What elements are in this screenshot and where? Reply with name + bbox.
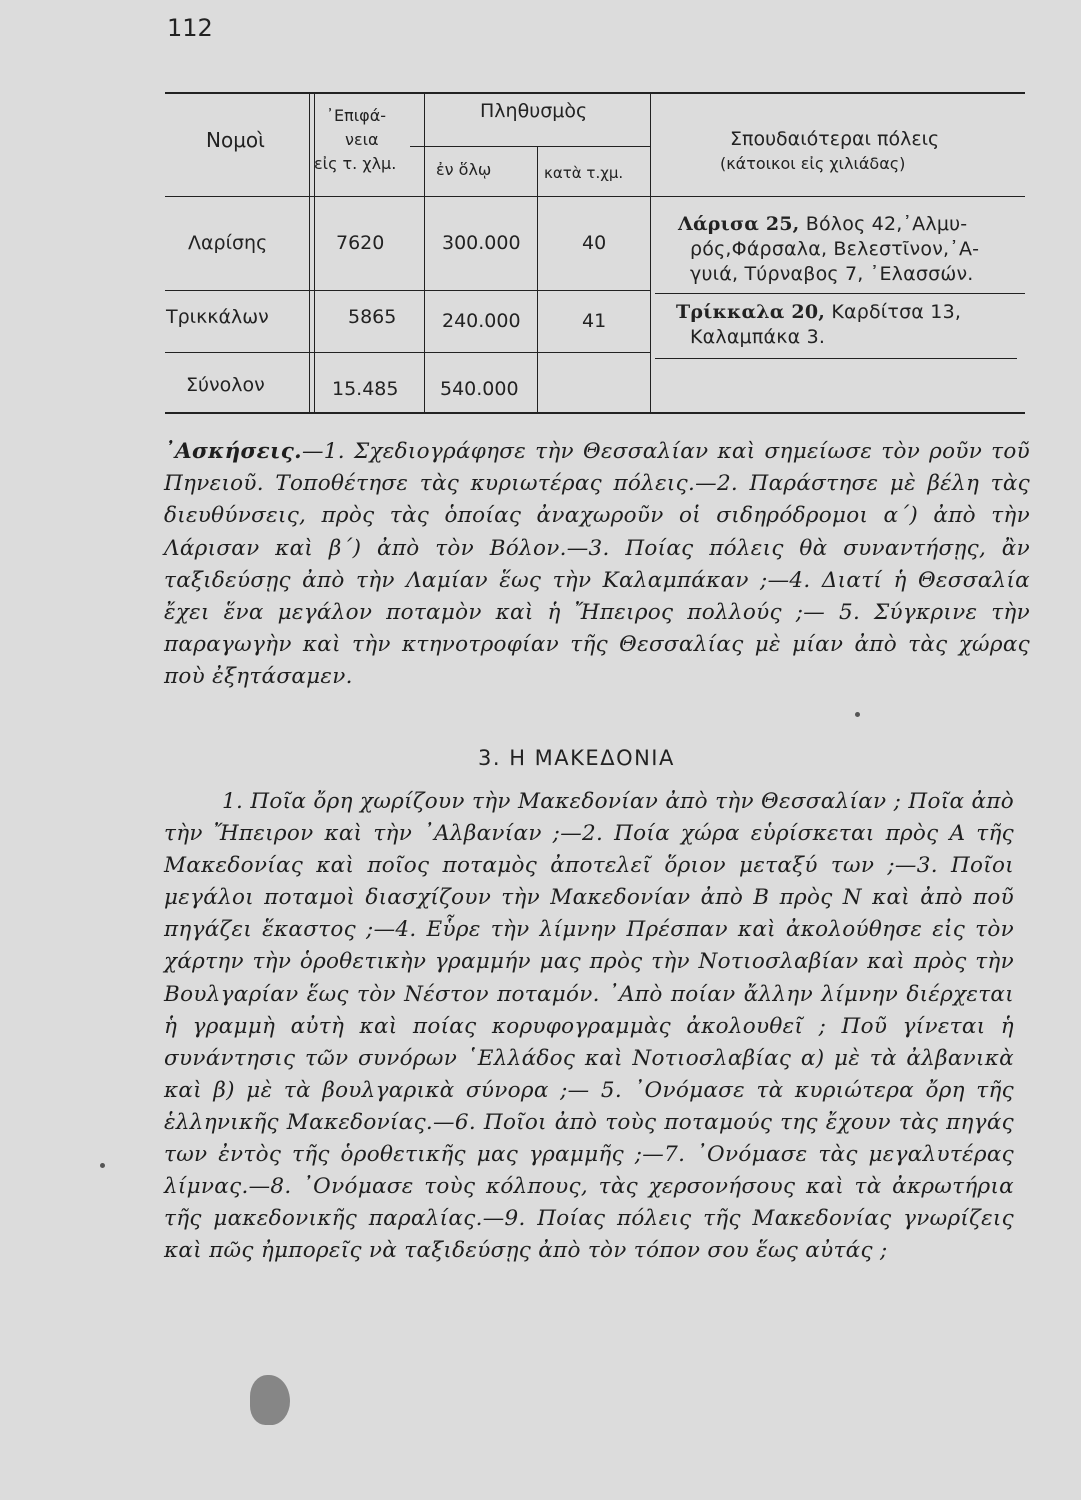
table-top-border <box>165 92 1025 94</box>
city-line: ρός,Φάρσαλα, Βελεστῖνον,᾽Α- <box>690 238 980 260</box>
column-divider <box>424 94 425 412</box>
population-subheader-line <box>410 146 650 147</box>
header-bottom-border <box>165 196 1025 197</box>
header-area-line2: νεια <box>345 130 379 149</box>
row-population-trikala: 240.000 <box>442 310 521 332</box>
row-divider <box>165 290 650 291</box>
city-line: Καρδίτσα 13, <box>825 301 962 323</box>
exercises-paragraph <box>164 436 1030 694</box>
header-population: Πληθυσμὸς <box>480 100 588 122</box>
header-pop-total: ἐν ὅλῳ <box>436 160 492 179</box>
speck <box>855 712 860 717</box>
header-area-line3: εἰς τ. χλμ. <box>314 154 397 173</box>
exercises-text: —1. Σχεδιογράφησε τὴν Θεσσαλίαν καὶ σημείωσε τὸν ροῦν τοῦ Πηνειοῦ. Τοποθέτησε τὰς κυριωτέρας πόλεις.—2. Παράστησε μὲ βέλη τὰς διευθύνσεις, πρὸς τὰς ὁποίας ἀναχωροῦν οἱ σιδηρόδρομοι α΄) ἀπὸ τὴν Λάρισαν καὶ β΄) ἀπὸ τὸν Βόλον.—3. Ποίας πόλεις θὰ συναντήσῃς, ἂν ταξιδεύσῃς ἀπὸ τὴν Λαμίαν ἕως τὴν Καλαμπάκαν ;—4. Διατί ἡ Θεσσαλία ἔχει ἕνα μεγάλον ποταμὸν καὶ ἡ Ἤπειρος πολλούς ;— 5. Σύγκρινε τὴν παραγωγὴν καὶ τὴν κτηνοτροφίαν τῆς Θεσσαλίας μὲ μίαν ἀπὸ τὰς χώρας ποὺ ἐξητάσαμεν. <box>164 439 1030 690</box>
header-nomoi: Νομοὶ <box>206 128 265 152</box>
statistics-table <box>0 0 1081 430</box>
row-divider-cities <box>655 293 1025 294</box>
row-area-larisa: 7620 <box>336 232 385 254</box>
exercises-lead: ᾽Ασκήσεις. <box>164 439 302 464</box>
row-divider-cities-2 <box>655 358 1017 359</box>
row-population-larisa: 300.000 <box>442 232 521 254</box>
ink-stain <box>250 1375 290 1425</box>
row-density-trikala: 41 <box>582 310 607 332</box>
row-name-larisa: Λαρίσης <box>188 232 268 254</box>
row-cities-larisa <box>678 212 1028 287</box>
row-density-larisa: 40 <box>582 232 607 254</box>
column-divider <box>309 94 315 412</box>
header-cities-line1: Σπουδαιότεραι πόλεις <box>730 128 940 150</box>
city-bold: Λάρισα 25, <box>678 213 800 235</box>
total-area: 15.485 <box>332 378 399 400</box>
row-name-trikala: Τρικκάλων <box>166 306 269 328</box>
total-population: 540.000 <box>440 378 519 400</box>
city-bold: Τρίκκαλα 20, <box>676 301 826 323</box>
header-cities-line2: (κάτοικοι εἰς χιλιάδας) <box>720 154 906 173</box>
row-cities-trikala <box>676 300 1026 350</box>
city-line: γυιά, Τύρναβος 7, ᾽Ελασσών. <box>690 263 974 285</box>
row-divider-total <box>165 352 650 353</box>
section-title: 3. Η ΜΑΚΕΔΟΝΙΑ <box>478 746 675 770</box>
questions-text: 1. Ποῖα ὄρη χωρίζουν τὴν Μακεδονίαν ἀπὸ τὴν Θεσσαλίαν ; Ποῖα ἀπὸ τὴν Ἤπειρον καὶ τὴν ᾽Αλβανίαν ;—2. Ποία χώρα εὑρίσκεται πρὸς Α τῆς Μακεδονίας καὶ ποῖος ποταμὸς ἀποτελεῖ ὅριον μεταξύ των ;—3. Ποῖοι μεγάλοι ποταμοὶ διασχίζουν τὴν Μακεδονίαν ἀπὸ Β πρὸς Ν καὶ ἀπὸ ποῦ πηγάζει ἕκαστος ;—4. Εὗρε τὴν λίμνην Πρέσπαν καὶ ἀκολούθησε εἰς τὸν χάρτην τὴν ὁροθετικὴν γραμμήν μας πρὸς τὴν Νοτιοσλαβίαν καὶ πρὸς τὴν Βουλγαρίαν ἕως τὸν Νέστον ποταμόν. ᾽Απὸ ποίαν ἄλλην λίμνην διέρχεται ἡ γραμμὴ αὐτὴ καὶ ποίας κορυφογραμμὰς ἀκολουθεῖ ; Ποῦ γίνεται ἡ συνάντησις τῶν συνόρων ῾Ελλάδος καὶ Νοτιοσλαβίας α) μὲ τὰ ἀλβανικὰ καὶ β) μὲ τὰ βουλγαρικὰ σύνορα ;— 5. ᾽Ονόμασε τὰ κυριώτερα ὄρη τῆς ἑλληνικῆς Μακεδονίας.—6. Ποῖοι ἀπὸ τοὺς ποταμούς της ἔχουν τὰς πηγάς των ἐντὸς τῆς ὁροθετικῆς μας γραμμῆς ;—7. ᾽Ονόμασε τὰς μεγαλυτέρας λίμνας.—8. ᾽Ονόμασε τοὺς κόλπους, τὰς χερσονήσους καὶ τὰ ἀκρωτήρια τῆς μακεδονικῆς παραλίας.—9. Ποίας πόλεις τῆς Μακεδονίας γνωρίζεις καὶ πῶς ἠμπορεῖς νὰ ταξιδεύσῃς ἀπὸ τὸν τόπον σου ἕως αὐτάς ; <box>164 789 1014 1264</box>
speck <box>100 1163 105 1168</box>
header-area-line1: ᾽Επιφά- <box>326 106 387 125</box>
column-divider <box>537 146 538 412</box>
page-number: 112 <box>167 14 213 42</box>
row-area-trikala: 5865 <box>348 306 397 328</box>
city-line: Βόλος 42,᾽Αλμυ- <box>799 213 968 235</box>
macedonia-questions <box>164 786 1014 1267</box>
column-divider <box>650 94 651 412</box>
total-label: Σύνολον <box>186 374 265 396</box>
city-line: Καλαμπάκα 3. <box>690 326 826 348</box>
table-bottom-border <box>165 412 1025 414</box>
header-pop-density: κατὰ τ.χμ. <box>544 164 624 182</box>
